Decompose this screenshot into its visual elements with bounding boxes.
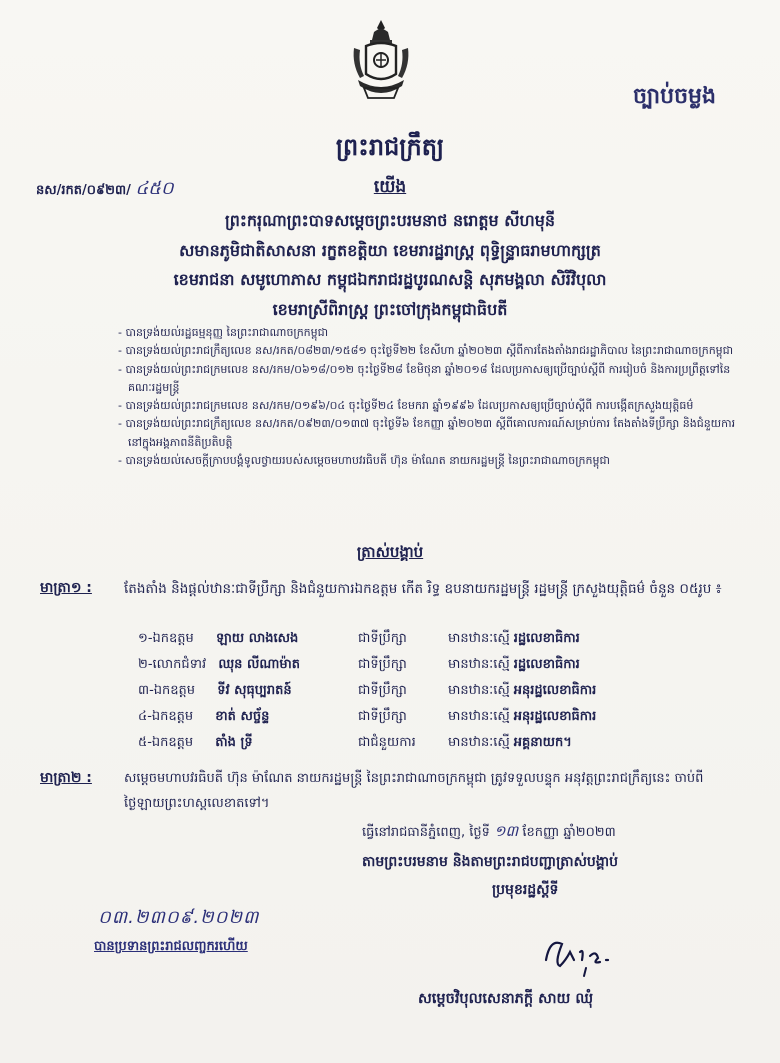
reference-item: - បានទ្រង់យល់រដ្ឋធម្មនុញ្ញ នៃព្រះរាជាណាចក្រកម្ពុជា xyxy=(118,326,329,339)
reference-number-printed: នស/រកត/០៩២៣/ xyxy=(36,183,131,198)
appointee-title: ២-លោកជំទាវ ឈុន លីណាម៉ាត xyxy=(138,657,300,672)
we-heading: យើង xyxy=(373,177,407,197)
royal-title-line: សមានភូមិជាតិសាសនា រក្ខតខត្តិយា ខេមរារដ្ឋរាស្ត្រ ពុទ្ធិន្ទ្រាធរាមហាក្សត្រ xyxy=(179,240,601,260)
closing-formula xyxy=(362,848,618,904)
date-day-handwritten: ១៣ xyxy=(494,822,519,840)
appointee-row xyxy=(138,630,738,656)
document-title: ព្រះរាជក្រឹត្យ xyxy=(335,133,445,161)
appointee-row xyxy=(138,708,738,734)
legal-references xyxy=(118,324,740,470)
royal-title-line: ខេមរាជនា សមូហោភាស កម្ពុជឯករាជរដ្ឋបូរណសន្តិ សុភមង្គលា សិរីវិបុលា xyxy=(173,270,607,289)
royal-title-line: ព្រះករុណាព្រះបាទសម្តេចព្រះបរមនាថ នរោត្តម សីហមុនី xyxy=(224,211,556,230)
appointee-rank: មានឋានៈស្មើ រដ្ឋលេខាធិការ xyxy=(448,657,580,672)
appointee-title: ៥-ឯកឧត្តម តាំង ទ្រី xyxy=(138,735,253,750)
reference-number-handwritten: ៤៥០ xyxy=(135,178,174,199)
signature-icon xyxy=(540,930,620,978)
reference-item: - បានទ្រង់យល់សេចក្តីក្រាបបង្គំទូលថ្វាយរបស់សម្តេចមហាបវរធិបតី ហ៊ុន ម៉ាណែត នាយករដ្ឋមន្ត្រី នៃព្រះរាជាណាចក្រកម្ពុជា xyxy=(118,454,610,468)
appointee-rank: មានឋានៈស្មើ អនុរដ្ឋលេខាធិការ xyxy=(448,709,597,724)
royal-coat-of-arms-icon xyxy=(346,18,416,102)
appointee-row xyxy=(138,682,738,708)
reference-item: - បានទ្រង់យល់ព្រះរាជក្រឹត្យលេខ នស/រកត/០៨២៣/១៥៨១ ចុះថ្ងៃទី២២ ខែសីហា ឆ្នាំ២០២៣ ស្តីពីការតែងតាំងរាជរដ្ឋាភិបាល នៃព្រះរាជាណាចក្រកម្ពុជា xyxy=(118,344,734,358)
appointee-title: ៣-ឯកឧត្តម ទីវ សុធុប្បរាតន៍ xyxy=(138,683,292,698)
copy-stamp: ច្បាប់ចម្លង xyxy=(632,84,716,109)
date-prefix: ធ្វើនៅរាជធានីភ្នំពេញ, ថ្ងៃទី xyxy=(362,825,490,840)
signatory-name: សម្តេចវិបុលសេនាភក្តី សាយ ឈុំ xyxy=(418,991,594,1007)
date-line xyxy=(362,822,616,844)
royal-seal-note: បានប្រទានព្រះរាជលញ្ចករហើយ xyxy=(94,939,248,954)
appointee-row xyxy=(138,734,738,760)
appointee-title: ១-ឯកឧត្តម ឡាយ លាងសេង xyxy=(138,631,299,646)
article-1-text: តែងតាំង និងផ្តល់ឋានៈជាទីប្រឹក្សា និងជំនួយការឯកឧត្តម កើត រិទ្ធ ឧបនាយករដ្ឋមន្ត្រី រដ្ឋមន្ត្រី ក្រសួងយុត្តិធម៌ ចំនួន ០៥រូប ៖ xyxy=(124,581,722,597)
appointee-role: ជាទីប្រឹក្សា xyxy=(358,709,407,724)
appointee-rank: មានឋានៈស្មើ អគ្គនាយក។ xyxy=(448,735,572,750)
handwritten-date: ០៣.២៣០៩.២០២៣ xyxy=(98,907,260,928)
appointee-rank: មានឋានៈស្មើ រដ្ឋលេខាធិការ xyxy=(448,631,580,646)
decree-heading: ត្រាស់បង្គាប់ xyxy=(356,543,424,561)
reference-item: - បានទ្រង់យល់ព្រះរាជក្រមលេខ នស/រកម/០៦១៨/០១២ ចុះថ្ងៃទី២៨ ខែមិថុនា ឆ្នាំ២០១៨ ដែលប្រកាសឲ្យប្រើច្បាប់ស្តីពី ការរៀបចំ និងការប្រព្រឹត្តទៅនៃគណៈរដ្ឋមន្ត្រី xyxy=(118,362,731,394)
reference-item: - បានទ្រង់យល់ព្រះរាជក្រឹត្យលេខ នស/រកត/០៩២៣/០១៣៧ ចុះថ្ងៃទី៦ ខែកញ្ញា ឆ្នាំ២០២៣ ស្តីពីគោលការណ៍សម្រាប់ការ តែងតាំងទីប្រឹក្សា និងជំនួយការនៅក្នុងអង្គភាពនីតិប្រតិបត្តិ xyxy=(118,417,736,449)
appointee-title: ៤-ឯកឧត្តម ខាត់ សច្ច័ន្ទ xyxy=(138,709,270,724)
appointee-rank: មានឋានៈស្មើ អនុរដ្ឋលេខាធិការ xyxy=(448,683,597,698)
royal-title-line: ខេមរាស្រីពិរាស្ត្រ ព្រះចៅក្រុងកម្ពុជាធិបតី xyxy=(272,299,508,319)
appointee-role: ជាទីប្រឹក្សា xyxy=(358,683,407,698)
appointee-role: ជាទីប្រឹក្សា xyxy=(358,657,407,672)
article-1-label: មាត្រា១ : xyxy=(40,580,92,596)
date-suffix: ខែកញ្ញា ឆ្នាំ២០២៣ xyxy=(522,825,616,840)
article-2-text: សម្តេចមហាបវរធិបតី ហ៊ុន ម៉ាណែត នាយករដ្ឋមន្ត្រី នៃព្រះរាជាណាចក្រកម្ពុជា ត្រូវទទួលបន្ទុក អនុវត្តព្រះរាជក្រឹត្យនេះ ចាប់ពីថ្ងៃឡាយព្រះហស្តលេខាតទៅ។ xyxy=(124,771,704,811)
closing-line-2: ប្រមុខរដ្ឋស្តីទី xyxy=(492,882,559,898)
appointee-row xyxy=(138,656,738,682)
reference-item: - បានទ្រង់យល់ព្រះរាជក្រមលេខ នស/រកម/០១៩៦/០៤ ចុះថ្ងៃទី២៤ ខែមករា ឆ្នាំ១៩៩៦ ដែលប្រកាសឲ្យប្រើច្បាប់ស្តីពី ការបង្កើតក្រសួងយុត្តិធម៌ xyxy=(118,399,694,413)
appointee-role: ជាទីប្រឹក្សា xyxy=(358,631,407,646)
article-2-label: មាត្រា២ : xyxy=(40,770,92,786)
royal-titles xyxy=(40,206,740,324)
appointee-role: ជាជំនួយការ xyxy=(358,735,416,750)
closing-line-1: តាមព្រះបរមនាម និងតាមព្រះរាជបញ្ជាត្រាស់បង្គាប់ xyxy=(362,854,619,870)
